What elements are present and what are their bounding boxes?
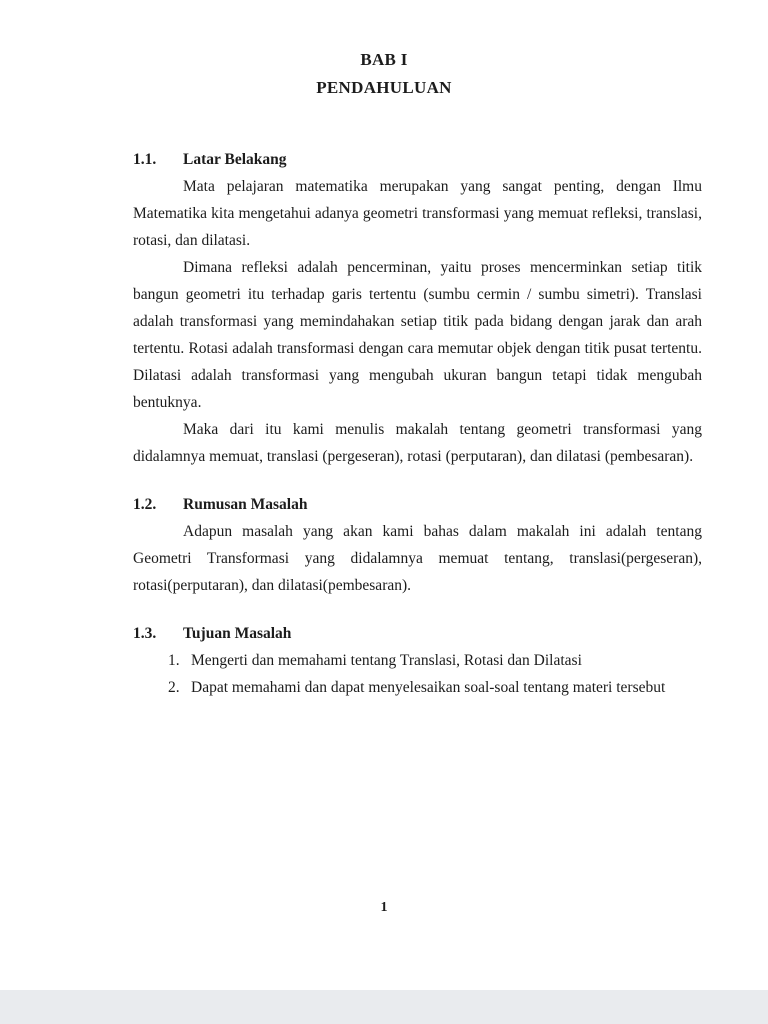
chapter-title: BAB I — [360, 50, 408, 69]
section-title: Rumusan Masalah — [183, 496, 308, 513]
list-item-number: 1. — [168, 652, 180, 669]
section-number: 1.1. — [133, 151, 157, 168]
list-item-number: 2. — [168, 679, 180, 696]
paragraph: Adapun masalah yang akan kami bahas dalam makalah ini adalah tentang Geometri Transformasi yang didalamnya memuat tentang, translasi(pergeseran), rotasi(perputaran), dan dilatasi(pembesaran). — [133, 523, 702, 594]
section-latar-belakang — [133, 146, 702, 470]
section-rumusan-masalah — [133, 491, 702, 599]
section-tujuan-masalah — [133, 620, 702, 701]
section-heading — [133, 620, 702, 647]
page-number: 1 — [380, 900, 388, 915]
section-number: 1.2. — [133, 496, 157, 513]
section-title: Tujuan Masalah — [183, 625, 292, 642]
chapter-subtitle: PENDAHULUAN — [316, 78, 452, 97]
section-heading — [133, 491, 702, 518]
section-number: 1.3. — [133, 625, 157, 642]
paragraph: Dimana refleksi adalah pencerminan, yaitu proses mencerminkan setiap titik bangun geometri itu terhadap garis tertentu (sumbu cermin / sumbu simetri). Translasi adalah transformasi yang memindahakan setiap titik pada bidang dengan jarak dan arah tertentu. Rotasi adalah transformasi dengan cara memutar objek dengan titik pusat tertentu. Dilatasi adalah transformasi yang mengubah ukuran bangun tetapi tidak mengubah bentuknya. — [133, 259, 702, 411]
section-title: Latar Belakang — [183, 151, 287, 168]
list-item-text: Mengerti dan memahami tentang Translasi, Rotasi dan Dilatasi — [191, 652, 582, 669]
list-item — [168, 674, 702, 701]
paragraph: Maka dari itu kami menulis makalah tentang geometri transformasi yang didalamnya memuat, translasi (pergeseran), rotasi (perputaran), dan dilatasi (pembesaran). — [133, 421, 702, 465]
list-item-text: Dapat memahami dan dapat menyelesaikan soal-soal tentang materi tersebut — [191, 679, 666, 696]
paragraph: Mata pelajaran matematika merupakan yang sangat penting, dengan Ilmu Matematika kita mengetahui adanya geometri transformasi yang memuat refleksi, translasi, rotasi, dan dilatasi. — [133, 178, 702, 249]
chapter-header — [0, 46, 768, 102]
list-item — [168, 647, 702, 674]
section-heading — [133, 146, 702, 173]
objectives-list — [133, 647, 702, 701]
